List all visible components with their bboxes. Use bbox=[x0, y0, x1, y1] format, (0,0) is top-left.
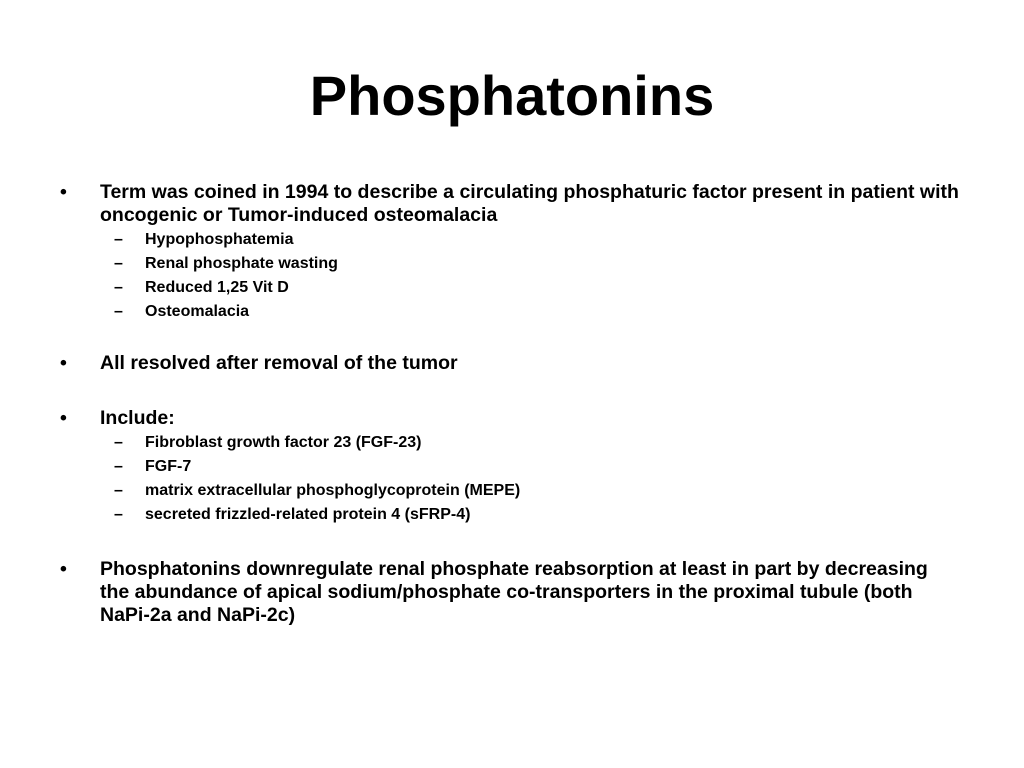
sub-marker: – bbox=[114, 255, 123, 272]
sub-item-text: matrix extracellular phosphoglycoprotein (MEPE) bbox=[145, 482, 521, 499]
bullet-item bbox=[60, 181, 960, 324]
bullet-text: Term was coined in 1994 to describe a circulating phosphaturic factor present in patient with oncogenic or Tumor-induced osteomalacia bbox=[100, 181, 959, 226]
bullet-text: Include: bbox=[100, 407, 175, 429]
sub-item bbox=[100, 479, 960, 503]
slide-title: Phosphatonins bbox=[309, 64, 715, 127]
sub-item bbox=[100, 431, 960, 455]
sub-item-text: Renal phosphate wasting bbox=[145, 255, 338, 272]
sub-item-text: secreted frizzled-related protein 4 (sFRP-4) bbox=[145, 506, 471, 523]
sub-marker: – bbox=[114, 458, 123, 475]
sub-item bbox=[100, 252, 960, 276]
sub-list bbox=[100, 228, 960, 324]
sub-marker: – bbox=[114, 231, 123, 248]
sub-item-text: Hypophosphatemia bbox=[145, 231, 294, 248]
bullet-item bbox=[60, 352, 960, 375]
sub-marker: – bbox=[114, 482, 123, 499]
slide-body bbox=[60, 181, 960, 627]
sub-item bbox=[100, 503, 960, 527]
sub-marker: – bbox=[114, 303, 123, 320]
sub-marker: – bbox=[114, 506, 123, 523]
bullet-text: Phosphatonins downregulate renal phosphate reabsorption at least in part by decreasing the abundance of apical sodium/phosphate co-transporters in the proximal tubule (both NaPi-2a and NaPi-2c) bbox=[100, 558, 928, 626]
sub-marker: – bbox=[114, 434, 123, 451]
bullet-text: All resolved after removal of the tumor bbox=[100, 352, 458, 374]
bullet-marker: • bbox=[60, 407, 67, 429]
sub-item bbox=[100, 276, 960, 300]
sub-item bbox=[100, 300, 960, 324]
bullet-item bbox=[60, 558, 960, 627]
sub-list bbox=[100, 431, 960, 527]
bullet-marker: • bbox=[60, 558, 67, 580]
sub-marker: – bbox=[114, 279, 123, 296]
sub-item-text: Osteomalacia bbox=[145, 303, 250, 320]
sub-item-text: Reduced 1,25 Vit D bbox=[145, 279, 289, 296]
sub-item-text: FGF-7 bbox=[145, 458, 192, 475]
bullet-item bbox=[60, 407, 960, 527]
sub-item bbox=[100, 455, 960, 479]
sub-item bbox=[100, 228, 960, 252]
sub-item-text: Fibroblast growth factor 23 (FGF-23) bbox=[145, 434, 422, 451]
bullet-marker: • bbox=[60, 181, 67, 203]
bullet-marker: • bbox=[60, 352, 67, 374]
